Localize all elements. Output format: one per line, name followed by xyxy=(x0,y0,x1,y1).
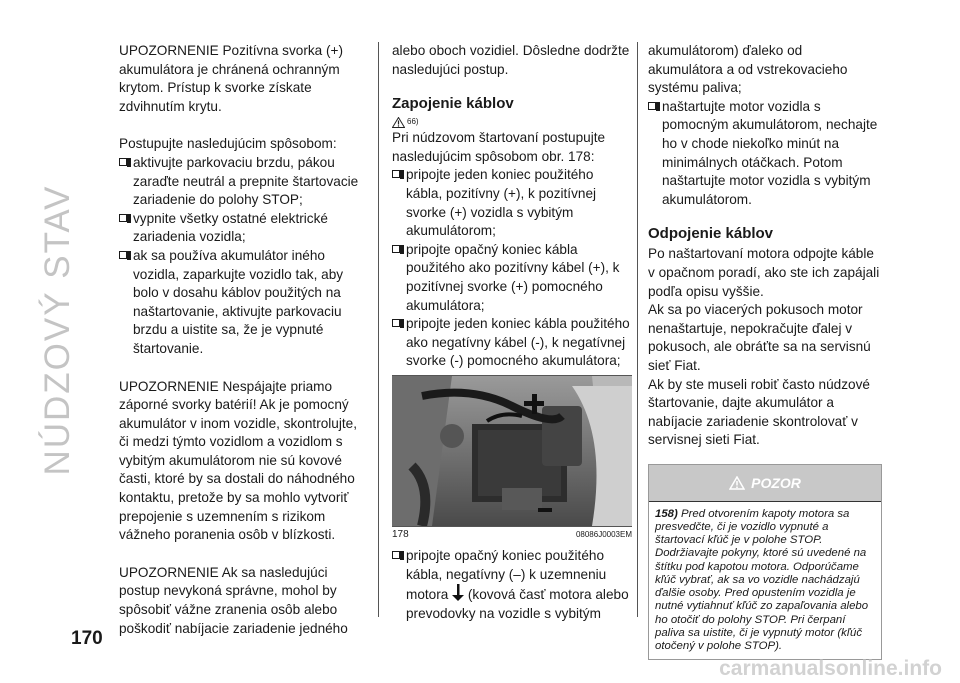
engine-bay-photo xyxy=(392,375,632,527)
list-item: pripojte jeden koniec kábla použitého ako negatívny kábel (-), k negatívnej svorke (-) pomocného akumulátora; xyxy=(392,315,632,371)
list-item: pripojte jeden koniec použitého kábla, pozitívny (+), k pozitívnej svorke (+) vozidla s vybitým akumulátorom; xyxy=(392,166,632,240)
section-heading: Zapojenie káblov xyxy=(392,95,514,113)
notice-paragraph: UPOZORNENIE Ak sa nasledujúci postup nevykoná správne, mohol by spôsobiť vážne zranenia osôb alebo poškodiť nabíjacie zariadenie jedného xyxy=(119,564,348,636)
notice-paragraph: UPOZORNENIE Nespájajte priamo záporné svorky batérií! Ak je pomocný akumulátor v inom vozidle, skontrolujte, či medzi týmto vozidlom a vozidlom s vybitým akumulátorom nie sú kovové časti, ktoré by sa dostali do náhodného kontaktu, pretože by sa mohlo vytvoriť prepojenie s uzemnením s rizikom vážneho poranenia osôb v blízkosti. xyxy=(119,378,357,543)
page-number: 170 xyxy=(71,628,103,649)
body-paragraph: alebo oboch vozidiel. Dôsledne dodržte nasledujúci postup. xyxy=(392,43,630,77)
list-item: naštartujte motor vozidla s pomocným akumulátorom, nechajte ho v chode niekoľko minút na minimálnych otáčkach. Potom naštartujte motor vozidla s vybitým akumulátorom. xyxy=(648,98,880,210)
warning-reference: 66) xyxy=(392,115,632,129)
column-2 xyxy=(392,42,632,623)
warning-box xyxy=(648,464,882,660)
body-paragraph: Pri núdzovom štartovaní postupujte nasledujúcim spôsobom obr. 178: xyxy=(392,130,606,164)
list-item: vypnite všetky ostatné elektrické zariadenia vozidla; xyxy=(119,210,364,247)
figure-caption xyxy=(392,529,632,541)
notice-paragraph: UPOZORNENIE Pozitívna svorka (+) akumulátora je chránená ochranným krytom. Prístup k svorke získate zdvihnutím krytu. xyxy=(119,43,343,114)
list-item: pripojte opačný koniec použitého kábla, negatívny (–) k uzemneniu motora (kovová časť motora alebo prevodovky na vozidle s vybitým xyxy=(392,547,632,623)
warning-number: 158) xyxy=(655,507,678,520)
warning-triangle-icon xyxy=(729,476,745,490)
warning-text: 158) Pred otvorením kapoty motora sa presvedčte, či je vozidlo vypnuté a štartovací kľúč je v polohe STOP. Dodržiavajte pokyny, ktoré sú uvedené na štítku pod kapotou motora. Odporúčame kľúč vybrať, ak sa vo vozidle nachádzajú ďalšie osoby. Pred opustením vozidla je nutné vytiahnuť kľúč zo zapaľovania alebo ho otočiť do polohy STOP. Pri čerpaní paliva sa uistite, či je vypnutý motor (kľúč otočený v polohe STOP). xyxy=(649,501,881,659)
column-3 xyxy=(648,42,880,660)
section-side-title: NÚDZOVÝ STAV xyxy=(38,184,77,476)
figure-number: 178 xyxy=(392,528,409,540)
column-divider xyxy=(637,42,638,617)
figure-code: 08086J0003EM xyxy=(575,529,632,539)
list-item: aktivujte parkovaciu brzdu, pákou zaraďte neutrál a prepnite štartovacie zariadenie do polohy STOP; xyxy=(119,154,364,210)
section-heading: Odpojenie káblov xyxy=(648,225,774,243)
body-paragraph: Ak by ste museli robiť často núdzové štartovanie, dajte akumulátor a nabíjacie zariadenie skontrolovať v servisnej sieti Fiat. xyxy=(648,376,870,448)
list-item: pripojte opačný koniec kábla použitého ako pozitívny kábel (+), k pozitívnej svorke (+) pomocného akumulátora; xyxy=(392,241,632,315)
list-item: ak sa používa akumulátor iného vozidla, zaparkujte vozidlo tak, aby bolo v dosahu káblov použitých na naštartovanie, aktivujte parkovaciu brzdu a uistite sa, že je vypnuté štartovanie. xyxy=(119,247,364,359)
column-divider xyxy=(378,42,379,617)
intro-paragraph: Postupujte nasledujúcim spôsobom: xyxy=(119,136,337,152)
watermark: carmanualsonline.info xyxy=(719,657,942,681)
warning-triangle-icon xyxy=(392,117,405,128)
warning-header: POZOR xyxy=(649,465,881,501)
column-1 xyxy=(119,42,364,638)
body-paragraph: Ak sa po viacerých pokusoch motor nenaštartuje, nepokračujte ďalej v pokusoch, ale obráťte sa na servisnú sieť Fiat. xyxy=(648,302,871,373)
ground-symbol-icon xyxy=(452,584,464,602)
body-paragraph: akumulátorom) ďaleko od akumulátora a od vstrekovacieho systému paliva; xyxy=(648,43,848,96)
body-paragraph: Po naštartovaní motora odpojte káble v opačnom poradí, ako ste ich zapájali podľa opisu vyššie. xyxy=(648,246,880,299)
